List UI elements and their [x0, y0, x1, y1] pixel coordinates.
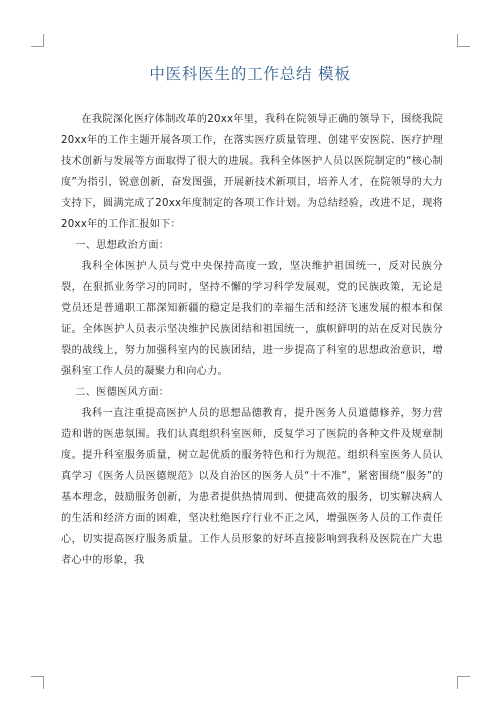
crop-mark-top-right	[457, 34, 470, 47]
crop-mark-bottom-right	[457, 676, 470, 689]
section-heading-political: 一、思想政治方面：	[75, 240, 170, 251]
document-title: 中医科医生的工作总结 模板	[149, 65, 351, 83]
political-paragraph: 我科全体医护人员与党中央保持高度一致，坚决维护祖国统一，反对民族分裂，在狠抓业务学习的同时，坚持不懈的学习科学发展观，党的民族政策，无论是党员还是普通职工都深知新疆的稳定是我们的幸福生活和经济飞速发展的根本和保证。全体医护人员表示坚决维护民族团结和祖国统一，旗帜鲜明的站在反对民族分裂的战线上，努力加强科室内的民族团结，进一步提高了科室的思想政治意识，增强科室工作人员的凝聚力和向心力。	[61, 261, 443, 377]
crop-mark-top-left	[31, 34, 44, 47]
section-heading-ethics: 二、医德医风方面：	[75, 387, 170, 398]
crop-mark-bottom-left	[31, 676, 44, 689]
intro-paragraph: 在我院深化医疗体制改革的20xx年里，我科在院领导正确的领导下，围绕我院20xx年的工作主题开展各项工作，在落实医疗质量管理、创建平安医院、医疗护理技术创新与发展等方面取得了很大的进展。我科全体医护人员以医院制定的“核心制度”为指引，锐意创新，奋发图强，开展新技术新项目，培养人才，在院领导的大力支持下，圆满完成了20xx年度制定的各项工作计划。为总结经验，改进不足，现将20xx年的工作汇报如下：	[61, 114, 443, 230]
document-body	[61, 109, 443, 571]
ethics-paragraph: 我科一直注重提高医护人员的思想品德教育，提升医务人员道德修养，努力营造和谐的医患氛围。我们认真组织科室医师，反复学习了医院的各种文件及规章制度。提升科室服务质量，树立起优质的服务特色和行为规范。组织科室医务人员认真学习《医务人员医德规范》以及自治区的医务人员“十不准”，紧密围绕“服务”的基本理念，鼓励服务创新，为患者提供热情周到、便捷高效的服务，切实解决病人的生活和经济方面的困难，坚决杜绝医疗行业不正之风，增强医务人员的工作责任心，切实提高医疗服务质量。工作人员形象的好坏直接影响到我科及医院在广大患者心中的形象，我	[61, 408, 443, 566]
